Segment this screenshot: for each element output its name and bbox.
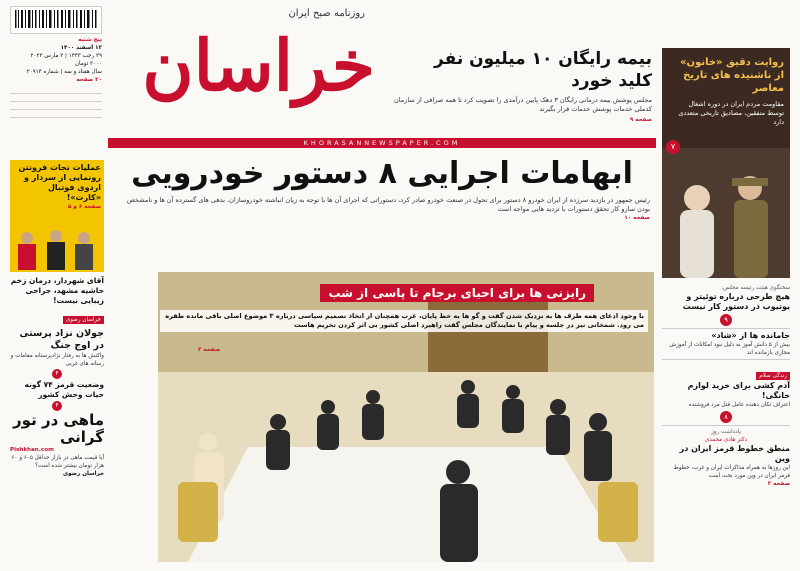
date-day: پنج شنبه — [78, 37, 102, 43]
left-story-4-body: آیا قیمت ماهی در بازار حداقل ۶۰۵ و ۶۰ هزار تومان بیشتر شده است؟ — [11, 455, 104, 469]
date-shamsi: ۱۲ اسفند ۱۴۰۰ — [60, 45, 102, 51]
left-story-4-section: خراسان رضوی — [62, 471, 104, 477]
right-story-3-badge: ۸ — [720, 411, 732, 423]
lead-headline[interactable]: ابهامات اجرایی ۸ دستور خودرویی — [131, 156, 633, 191]
right-story-5-author: دکتر هادی محمدی — [704, 437, 748, 443]
right-column — [662, 282, 790, 490]
photo-body: با وجود ادعای همه طرف ها به نزدیک شدن گفت و گو ها به خط پایان، غرب همچنان از اتخاذ تصمیم سیاسی درباره ۳ موضوع اصلی باقی مانده طفره می رود. شمخانی نیز در جلسه و پیام با نمایندگان مجلس گفت راهبرد اصلی کشور بی اثر کردن تحریم هاست — [160, 310, 648, 332]
top-story — [380, 48, 652, 124]
lead-body: رئیس جمهور در بازدید سرزده از ایران خودرو ۸ دستور برای تحول در صنعت خودرو صادر کرد، دستوراتی که اجرای آن ها با توجه به زیان انباشته خودروسازان، بدهی های گسترده آن ها و نامشخص بودن سازو کار تحقق دستورات با تردید هایی مواجه است — [126, 196, 650, 213]
right-story-3-kicker: زندگی سلام — [756, 372, 790, 380]
right-story-2-title[interactable]: جامانده ها از «شاد» — [711, 331, 790, 340]
left-story-3-title[interactable]: وضعیت قرمز ۷۴ گونه حیات وحش کشور — [24, 380, 104, 399]
right-story-2 — [662, 329, 790, 360]
issue-info — [10, 36, 102, 118]
feature-photo — [662, 148, 790, 278]
photo-headline[interactable]: رایزنی ها برای احیای برجام تا پاسی از شب — [320, 284, 594, 302]
right-story-3-body: اعتراف تکان دهنده عامل قتل مرد فروشنده — [688, 402, 790, 408]
right-feature-title[interactable]: روایت دقیق «خانون» از ناشنیده های تاریخ معاصر — [680, 57, 784, 94]
top-story-headline-2[interactable]: کلید خورد — [571, 71, 652, 91]
tagline: روزنامه صبح ایران — [288, 8, 365, 19]
right-story-4 — [662, 426, 790, 490]
top-story-body: مجلس پوشش بیمه درمانی رایگان ۳ دهک پایین درآمدی را تصویب کرد تا همه صرافی از سازمان کدملی خدمات پوشش خدمات قرار بگیرند — [393, 96, 652, 113]
left-story-2-title[interactable]: جولان نزاد پرستی در اوج جنگ — [19, 328, 104, 351]
site-bar: KHORASANNEWSPAPER.COM — [108, 138, 656, 148]
price: ۳۰۰۰ تومان — [74, 61, 102, 67]
top-story-headline-1[interactable]: بیمه رایگان ۱۰ میلیون نفر — [434, 49, 652, 69]
left-feature-photo — [12, 226, 100, 270]
barcode — [10, 6, 102, 34]
right-story-1 — [662, 282, 790, 329]
right-story-4-kicker: یادداشت روز — [711, 429, 741, 435]
right-feature-badge: ۷ — [666, 140, 680, 154]
page-count: ۲۰ صفحه — [76, 77, 102, 83]
logo: خراسان — [142, 24, 375, 107]
date-hijri: ۲۹ رجب ۱۴۴۳ | ۳ مارس ۲۰۲۲ — [30, 53, 102, 59]
masthead — [115, 8, 375, 136]
left-story-2-badge: ۴ — [52, 369, 62, 379]
right-feature — [662, 48, 790, 278]
left-story-1-title[interactable]: آقای شهردار، درمان زخم حاشیه مشهد، جراحی زیبایی نیست! — [10, 276, 104, 305]
left-story-4-title[interactable]: ماهی در تور گرانی — [13, 411, 104, 446]
right-story-1-kicker: سخنگوی هیئت رئیسه مجلس: — [721, 285, 790, 291]
right-story-5-title[interactable]: منطق خطوط قرمز ایران در وین — [679, 444, 790, 463]
left-story-3-badge: ۴ — [52, 401, 62, 411]
top-story-page-ref[interactable]: صفحه ۹ — [629, 117, 652, 123]
right-story-1-title[interactable]: هیچ طرحی درباره توئیتر و یوتیوب در دستور کار نیست — [682, 292, 790, 311]
lead-story — [108, 152, 656, 222]
right-story-3-title[interactable]: آدم کشی برای خرید لوازم خانگی! — [687, 381, 790, 400]
right-story-5-page-ref[interactable]: صفحه ۲ — [767, 481, 790, 487]
left-feature-page[interactable]: صفحه ۶ و ۵ — [67, 204, 101, 210]
photo-page-ref[interactable]: صفحه ۲ — [198, 347, 221, 353]
left-column — [10, 160, 104, 478]
right-story-1-badge: ۹ — [720, 314, 732, 326]
photo-story — [158, 272, 654, 562]
right-story-3 — [662, 360, 790, 426]
left-feature-title[interactable]: عملیات نجات فرونتن رونمایی از سردار و اردوی فوتبال «کارت»! — [18, 163, 101, 202]
left-feature — [10, 160, 104, 272]
left-story-1-section: خراسان رضوی — [63, 316, 104, 324]
right-feature-caption: مقاومت مردم ایران در دوره اشغال توسط متفقین، مصادیق تاریخی متعددی دارد — [678, 100, 784, 126]
right-story-5-body: این روزها به همراه مذاکرات ایران و غرب، خطوط قرمز ایران در وین مورد بحث است — [673, 465, 790, 479]
right-story-2-body: بیش از ۵ دانش آموز به دلیل نبود امکانات از آموزش مجازی بازمانده اند — [669, 342, 790, 356]
lead-page-ref[interactable]: صفحه ۱۰ — [624, 215, 650, 221]
serial: سال هفتاد و سه | شماره ۲۰۹۱۴ — [26, 69, 102, 75]
watermark: Pishkhan.com — [10, 447, 54, 453]
left-story-2-body: واکنش ها به رفتار نژادپرستانه مقامات و رسانه های غربی — [10, 353, 104, 367]
